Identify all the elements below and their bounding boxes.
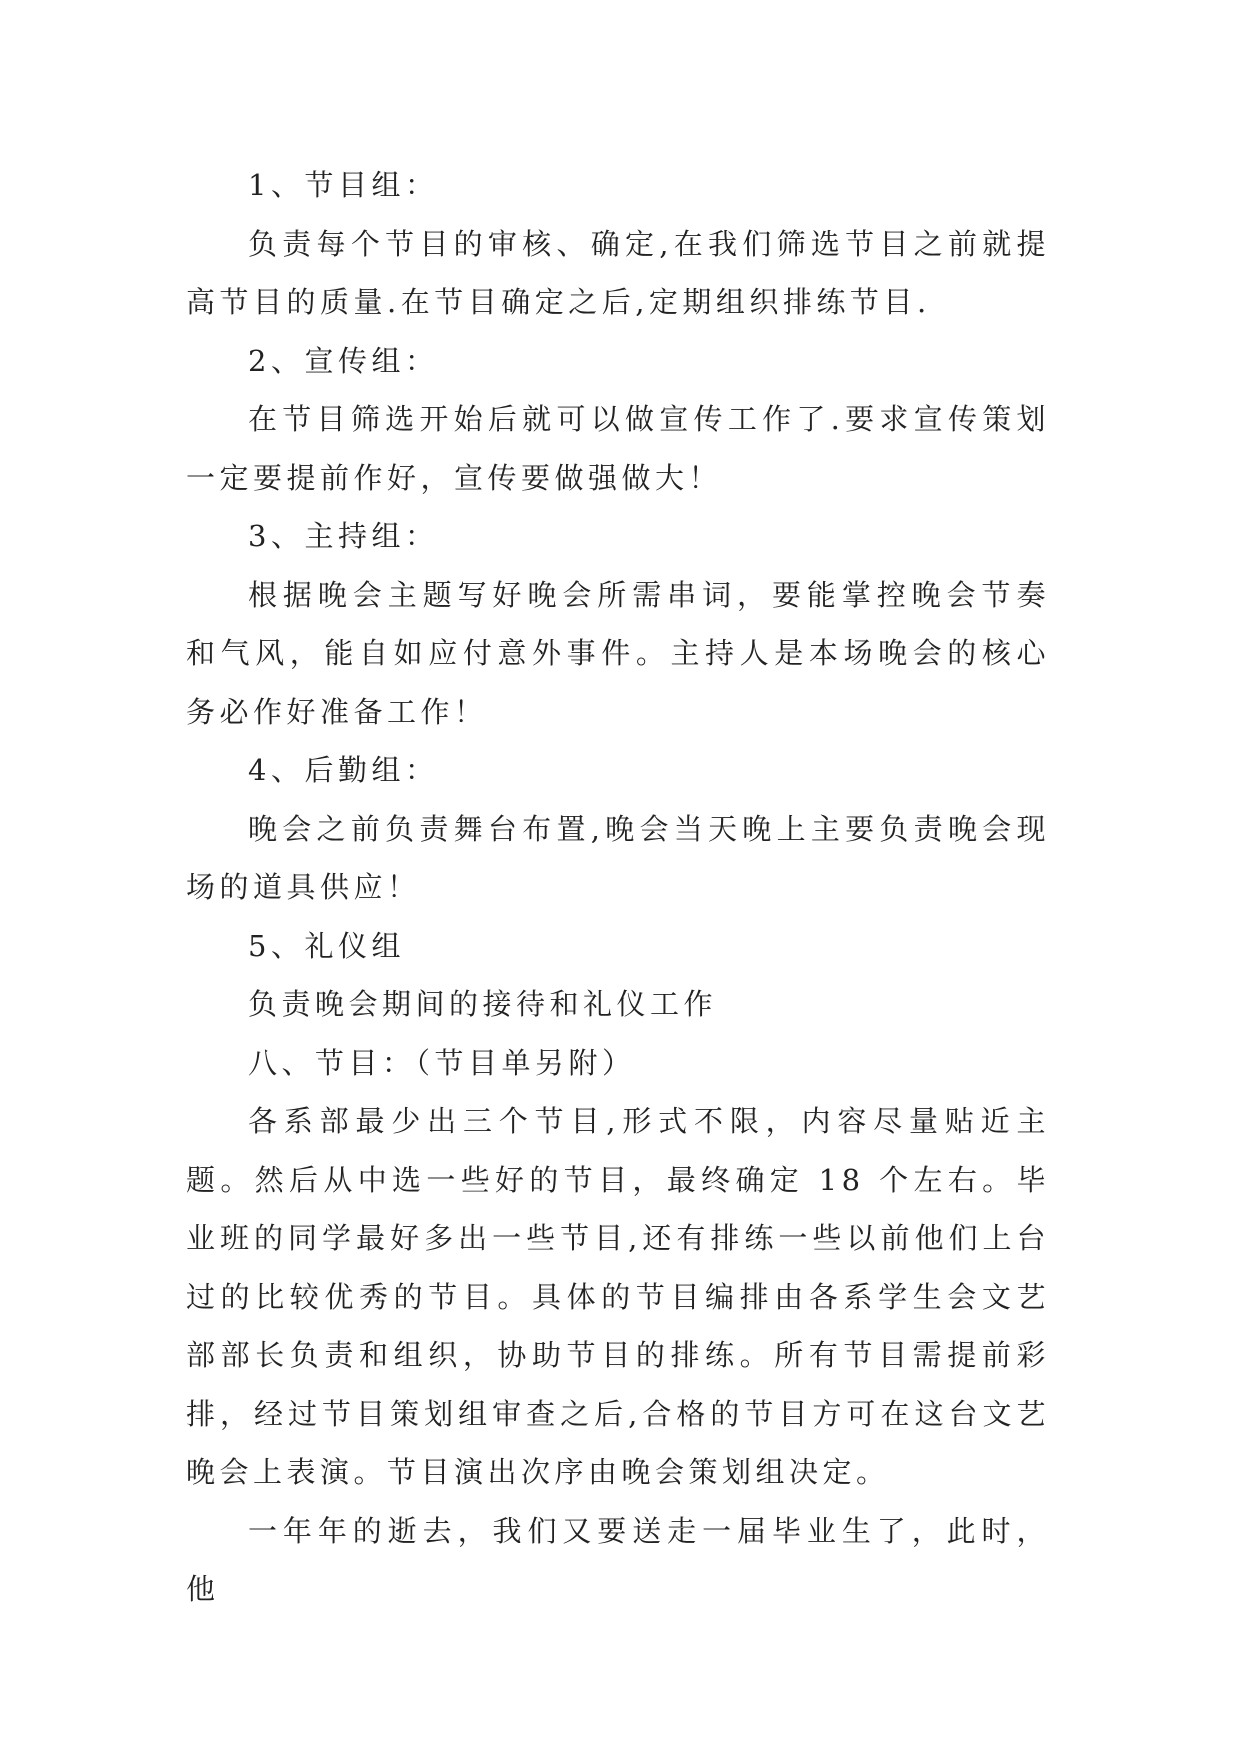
paragraph-publicity-group: 在节目筛选开始后就可以做宣传工作了.要求宣传策划一定要提前作好，宣传要做强做大！ (186, 402, 1050, 495)
paragraph-closing: 一年年的逝去，我们又要送走一届毕业生了，此时，他 (186, 1513, 1050, 1606)
paragraph-host-group: 根据晚会主题写好晚会所需串词，要能掌控晚会节奏和气风，能自如应付意外事件。主持人是本场晚会的核心务必作好准备工作！ (186, 577, 1050, 729)
paragraph-logistics-group: 晚会之前负责舞台布置,晚会当天晚上主要负责晚会现场的道具供应！ (186, 811, 1050, 904)
paragraph-programs: 各系部最少出三个节目,形式不限，内容尽量贴近主题。然后从中选一些好的节目，最终确定 18 个左右。毕业班的同学最好多出一些节目,还有排练一些以前他们上台过的比较优秀的节目。具体的节目编排由各系学生会文艺部部长负责和组织，协助节目的排练。所有节目需提前彩排，经过节目策划组审查之后,合格的节目方可在这台文艺晚会上表演。节目演出次序由晚会策划组决定。 (186, 1104, 1050, 1489)
document-body (186, 156, 1050, 1619)
section-heading-program-group: 1、节目组： (248, 168, 439, 202)
paragraph-etiquette-group: 负责晚会期间的接待和礼仪工作 (248, 987, 718, 1021)
section-heading-logistics-group: 4、后勤组： (248, 753, 439, 787)
section-heading-publicity-group: 2、宣传组： (248, 343, 439, 378)
paragraph-program-group: 负责每个节目的审核、确定,在我们筛选节目之前就提高节目的质量.在节目确定之后,定期组织排练节目. (186, 226, 1050, 319)
section-heading-programs: 八、节目：（节目单另附） (248, 1045, 636, 1080)
section-heading-host-group: 3、主持组： (248, 519, 439, 553)
section-heading-etiquette-group: 5、礼仪组 (248, 928, 405, 963)
